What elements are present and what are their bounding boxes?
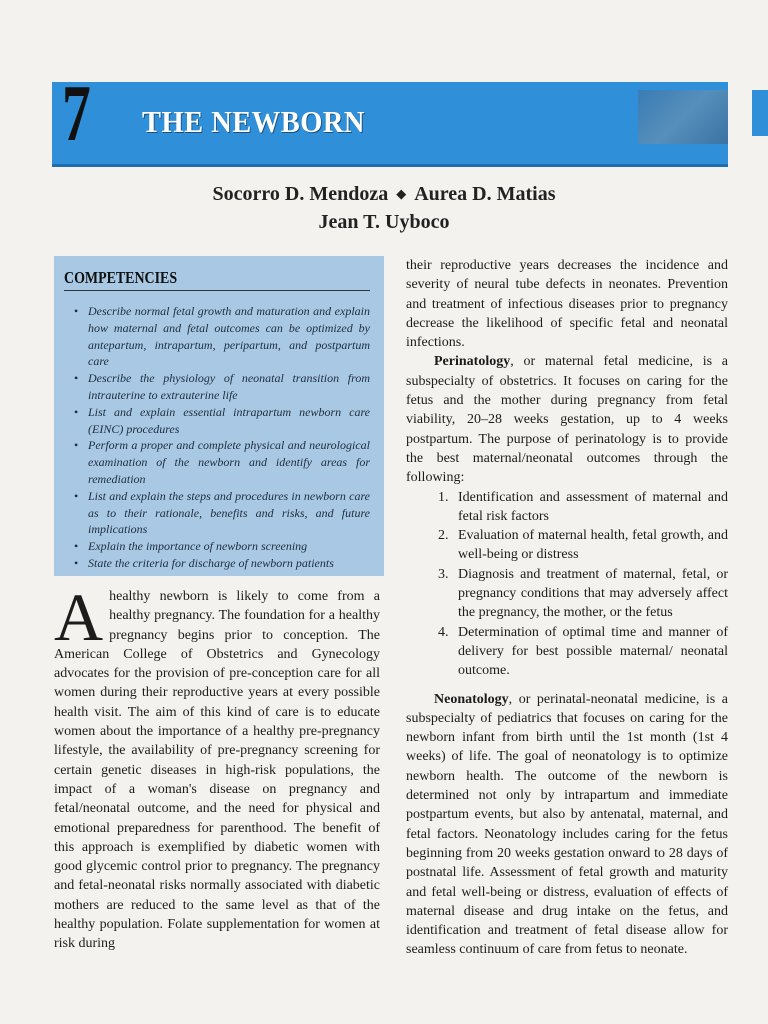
author-separator: ◆ (396, 186, 407, 201)
list-item (406, 488, 728, 527)
list-item: • Perform a proper and complete physical and neurological examination of the newborn and identify areas for remediation (88, 437, 370, 487)
list-number: 3. (438, 566, 449, 582)
neonatology-term: Neonatology (434, 691, 509, 707)
page-edge-tab (752, 90, 768, 136)
list-item (406, 623, 728, 681)
continuation-paragraph: their reproductive years decreases the incidence and severity of neural tube defects in neonates. Prevention and treatment of infectious diseases prior to pregnancy decrease the likelihood of specific fetal and neonatal infections. (406, 258, 728, 351)
list-item (406, 526, 728, 565)
left-column (54, 579, 380, 954)
intro-text: healthy newborn is likely to come from a healthy pregnancy. The foundation for a healthy pregnancy begins prior to conception. The American College of Obstetrics and Gynecology advocates for the provision of pre-conception care for all women during their reproductive years at every possible health visit. The aim of this kind of care is to educate women about the importance of a healthy pre-pregnancy lifestyle, the availability of pre-pregnancy screening for certain genetic diseases in high-risk populations, the impact of a woman's disease on pregnancy and fetal/neonatal outcome, and the need for physical and emotional preparedness for parenthood. The benefit of this approach is exemplified by diabetic women with good glycemic control prior to pregnancy. The pregnancy and fetal-neonatal risks normally associated with diabetic mothers are reduced to the same level as that of the healthy population. Folate supplementation for women at risk during (54, 589, 380, 952)
banner-texture (638, 90, 728, 144)
list-item: • Describe the physiology of neonatal transition from intrauterine to extrauterine life (88, 370, 370, 404)
competencies-divider (64, 290, 370, 291)
author-name: Jean T. Uyboco (318, 211, 450, 233)
chapter-number: 7 (62, 70, 91, 158)
competencies-box (54, 256, 384, 576)
list-number: 1. (438, 489, 449, 505)
author-name: Socorro D. Mendoza (212, 183, 389, 205)
perinatology-paragraph (406, 352, 728, 487)
list-item: • List and explain the steps and procedures in newborn care as to their rationale, benefits and risks, and future implications (88, 488, 370, 538)
intro-paragraph (54, 579, 380, 954)
perinatology-term: Perinatology (434, 354, 511, 370)
neonatology-paragraph (406, 690, 728, 960)
list-item: • State the criteria for discharge of newborn patients (88, 555, 370, 572)
list-text: Diagnosis and treatment of maternal, fetal, or pregnancy conditions that may adversely affect the pregnancy, the mother, or the fetus (458, 566, 728, 621)
list-item: • Explain the importance of newborn screening (88, 538, 370, 555)
drop-cap: A (54, 579, 104, 655)
chapter-title: THE NEWBORN (142, 104, 365, 139)
neonatology-text: , or perinatal-neonatal medicine, is a subspecialty of pediatrics that focuses on caring for the newborn infant from birth until the 1st month (1st 4 weeks) of life. The goal of neonatology is to optimize newborn health. The outcome of the newborn is determined not only by intrapartum and immediate postpartum events, but also by antenatal, maternal, and fetal factors. Neonatology includes caring for the fetus beginning from 20 weeks gestation onward to 28 days of postnatal life. Assessment of fetal growth and maturity and fetal well-being or distress, evaluation of effects of maternal disease and drug intake on the fetus, and identification and treatment of fetal disease allow for seamless continuum of care from fetus to neonate. (406, 691, 728, 958)
perinatology-text: , or maternal fetal medicine, is a subspecialty of obstetrics. It focuses on caring for the fetus and the mother during pregnancy from fetal viability, 20–28 weeks gestation, up to 4 weeks postpartum. The purpose of perinatology is to provide the best maternal/neonatal outcomes through the following: (406, 354, 728, 486)
list-text: Evaluation of maternal health, fetal growth, and well-being or distress (458, 528, 728, 563)
list-item: • List and explain essential intrapartum newborn care (EINC) procedures (88, 404, 370, 438)
author-name: Aurea D. Matias (414, 183, 556, 205)
list-text: Identification and assessment of maternal and fetal risk factors (458, 489, 728, 524)
competencies-title: COMPETENCIES (64, 268, 178, 287)
author-list (0, 181, 768, 235)
perinatology-list (406, 488, 728, 681)
right-column (406, 256, 728, 960)
list-item: • Describe normal fetal growth and maturation and explain how maternal and fetal outcomes can be optimized by antepartum, intrapartum, peripartum, and postpartum care (88, 303, 370, 370)
list-item (406, 565, 728, 623)
list-text: Determination of optimal time and manner of delivery for best possible maternal/ neonatal outcome. (458, 624, 728, 679)
competencies-list (88, 303, 370, 572)
list-number: 4. (438, 624, 449, 640)
list-number: 2. (438, 528, 449, 544)
